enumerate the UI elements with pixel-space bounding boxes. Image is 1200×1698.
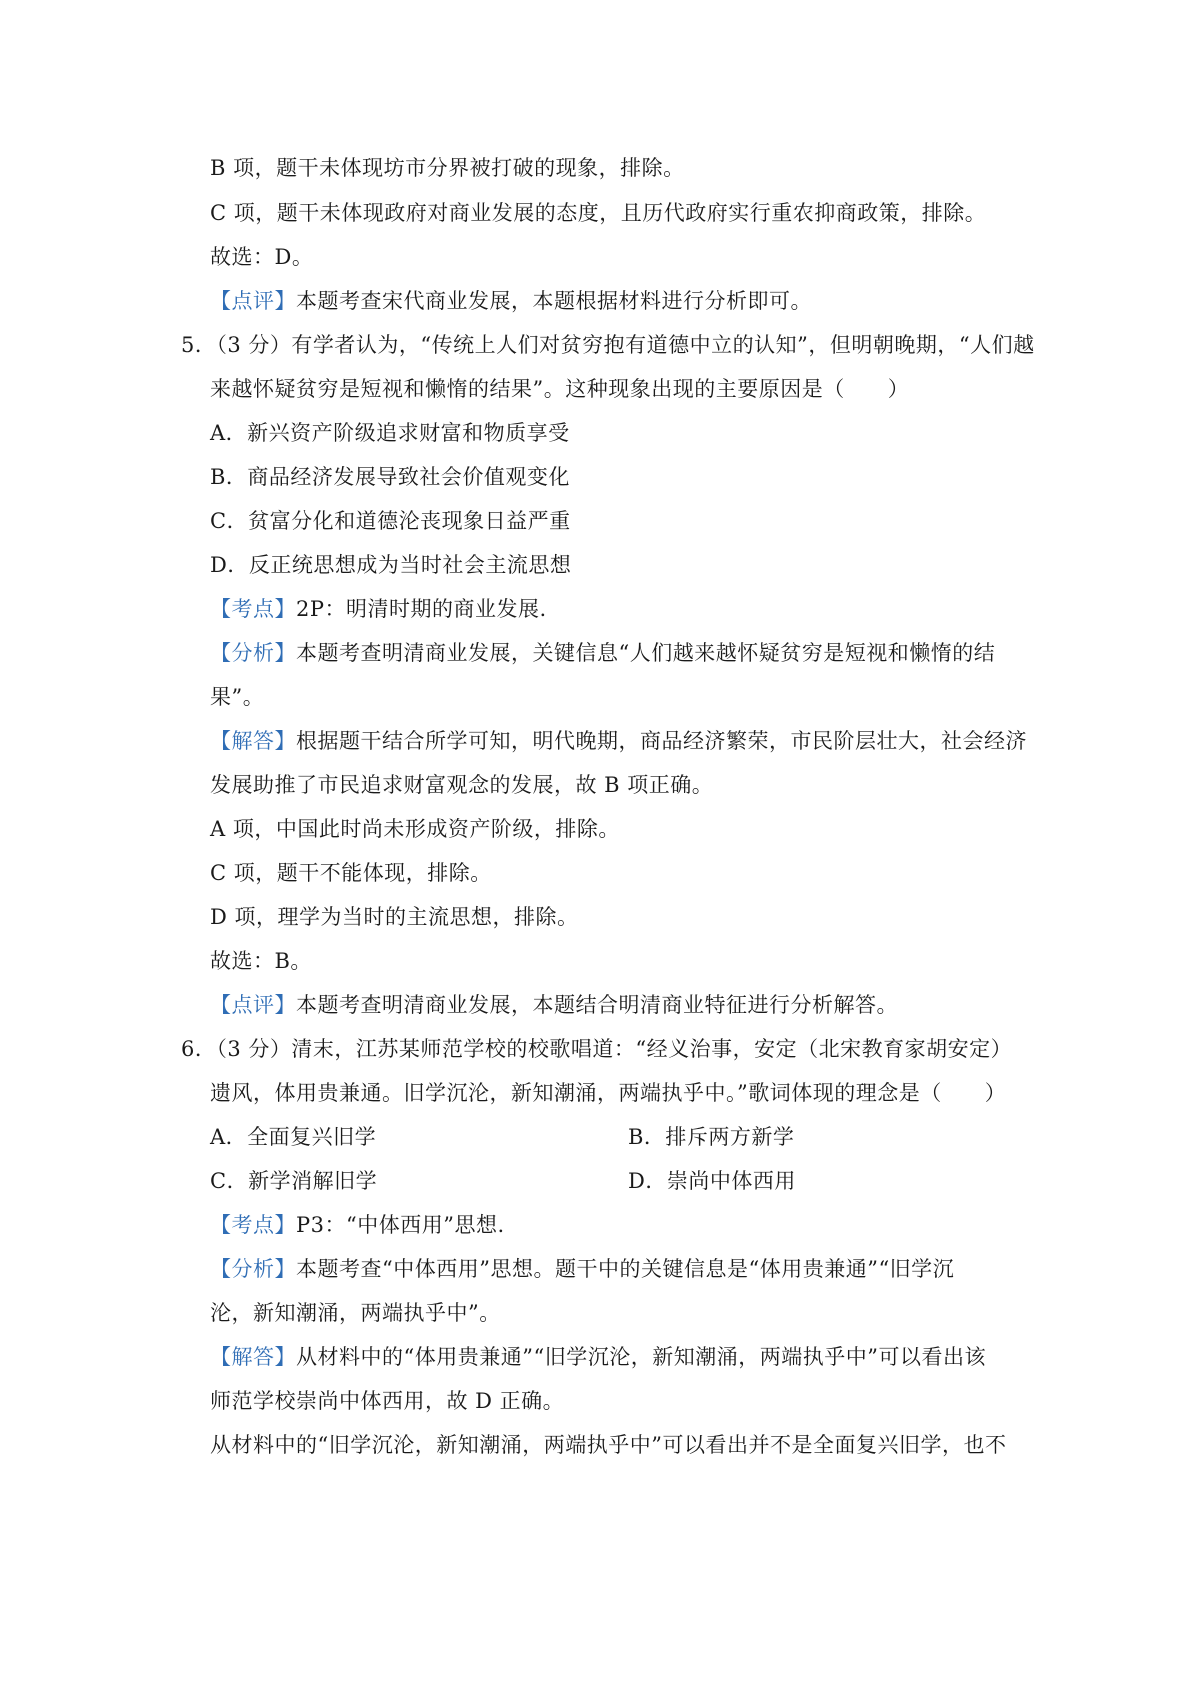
- q6-option-b: B．排斥两方新学: [628, 1125, 795, 1149]
- comment-tag: 【点评】: [210, 289, 296, 313]
- prev-c-item: C 项，题干未体现政府对商业发展的态度，且历代政府实行重农抑商政策，排除。: [210, 201, 987, 225]
- q5-stem-line1: 5．（3 分）有学者认为，“传统上人们对贫穷抱有道德中立的认知”，但明朝晚期，“人们越: [181, 333, 1035, 357]
- jieda-text: 从材料中的“体用贵兼通”“旧学沉沦，新知潮涌，两端执乎中”可以看出该: [296, 1345, 986, 1369]
- kaodian-text: P3：“中体西用”思想.: [296, 1213, 505, 1237]
- q5-fenxi-line2: 果”。: [210, 685, 265, 709]
- comment-tag: 【点评】: [210, 993, 296, 1017]
- q5-jieda-line2: 发展助推了市民追求财富观念的发展，故 B 项正确。: [210, 773, 714, 797]
- q6-jieda-line2: 师范学校崇尚中体西用，故 D 正确。: [210, 1389, 565, 1413]
- q6-jieda-line1: [210, 1342, 986, 1372]
- comment-text: 本题考查明清商业发展，本题结合明清商业特征进行分析解答。: [296, 993, 898, 1017]
- q5-comment: [210, 990, 898, 1020]
- comment-text: 本题考查宋代商业发展，本题根据材料进行分析即可。: [296, 289, 812, 313]
- q6-fenxi-line2: 沦，新知潮涌，两端执乎中”。: [210, 1301, 501, 1325]
- q5-jieda-line1: [210, 726, 1027, 756]
- q6-option-a: A．全面复兴旧学: [210, 1125, 377, 1149]
- kaodian-tag: 【考点】: [210, 597, 296, 621]
- q6-stem-line2: 遗风，体用贵兼通。旧学沉沦，新知潮涌，两端执乎中。”歌词体现的理念是（ ）: [210, 1081, 1007, 1105]
- kaodian-text: 2P：明清时期的商业发展.: [296, 597, 547, 621]
- q6-kaodian: [210, 1210, 505, 1240]
- q5-kaodian: [210, 594, 547, 624]
- q5-a-item: A 项，中国此时尚未形成资产阶级，排除。: [210, 817, 620, 841]
- fenxi-tag: 【分析】: [210, 641, 296, 665]
- prev-answer: 故选：D。: [210, 245, 314, 269]
- q6-fenxi-line1: [210, 1254, 954, 1284]
- jieda-tag: 【解答】: [210, 729, 296, 753]
- q5-d-item: D 项，理学为当时的主流思想，排除。: [210, 905, 579, 929]
- q5-option-b: B．商品经济发展导致社会价值观变化: [210, 465, 570, 489]
- fenxi-text: 本题考查明清商业发展，关键信息“人们越来越怀疑贫穷是短视和懒惰的结: [296, 641, 996, 665]
- q6-option-c: C．新学消解旧学: [210, 1169, 378, 1193]
- q5-option-c: C．贫富分化和道德沦丧现象日益严重: [210, 509, 571, 533]
- jieda-tag: 【解答】: [210, 1345, 296, 1369]
- prev-b-item: B 项，题干未体现坊市分界被打破的现象，排除。: [210, 156, 685, 180]
- q6-extra-line: 从材料中的“旧学沉沦，新知潮涌，两端执乎中”可以看出并不是全面复兴旧学，也不: [210, 1433, 1007, 1457]
- kaodian-tag: 【考点】: [210, 1213, 296, 1237]
- q5-stem-line2: 来越怀疑贫穷是短视和懒惰的结果”。这种现象出现的主要原因是（ ）: [210, 377, 910, 401]
- q5-option-d: D．反正统思想成为当时社会主流思想: [210, 553, 572, 577]
- fenxi-text: 本题考查“中体西用”思想。题干中的关键信息是“体用贵兼通”“旧学沉: [296, 1257, 955, 1281]
- fenxi-tag: 【分析】: [210, 1257, 296, 1281]
- q5-answer: 故选：B。: [210, 949, 312, 973]
- q6-stem-line1: 6．（3 分）清末，江苏某师范学校的校歌唱道：“经义治事，安定（北宋教育家胡安定）: [181, 1037, 1013, 1061]
- prev-comment: [210, 286, 812, 316]
- q5-fenxi-line1: [210, 638, 995, 668]
- q5-c-item: C 项，题干不能体现，排除。: [210, 861, 492, 885]
- q5-option-a: A．新兴资产阶级追求财富和物质享受: [210, 421, 570, 445]
- jieda-text: 根据题干结合所学可知，明代晚期，商品经济繁荣，市民阶层壮大，社会经济: [296, 729, 1027, 753]
- q6-option-d: D．崇尚中体西用: [628, 1169, 796, 1193]
